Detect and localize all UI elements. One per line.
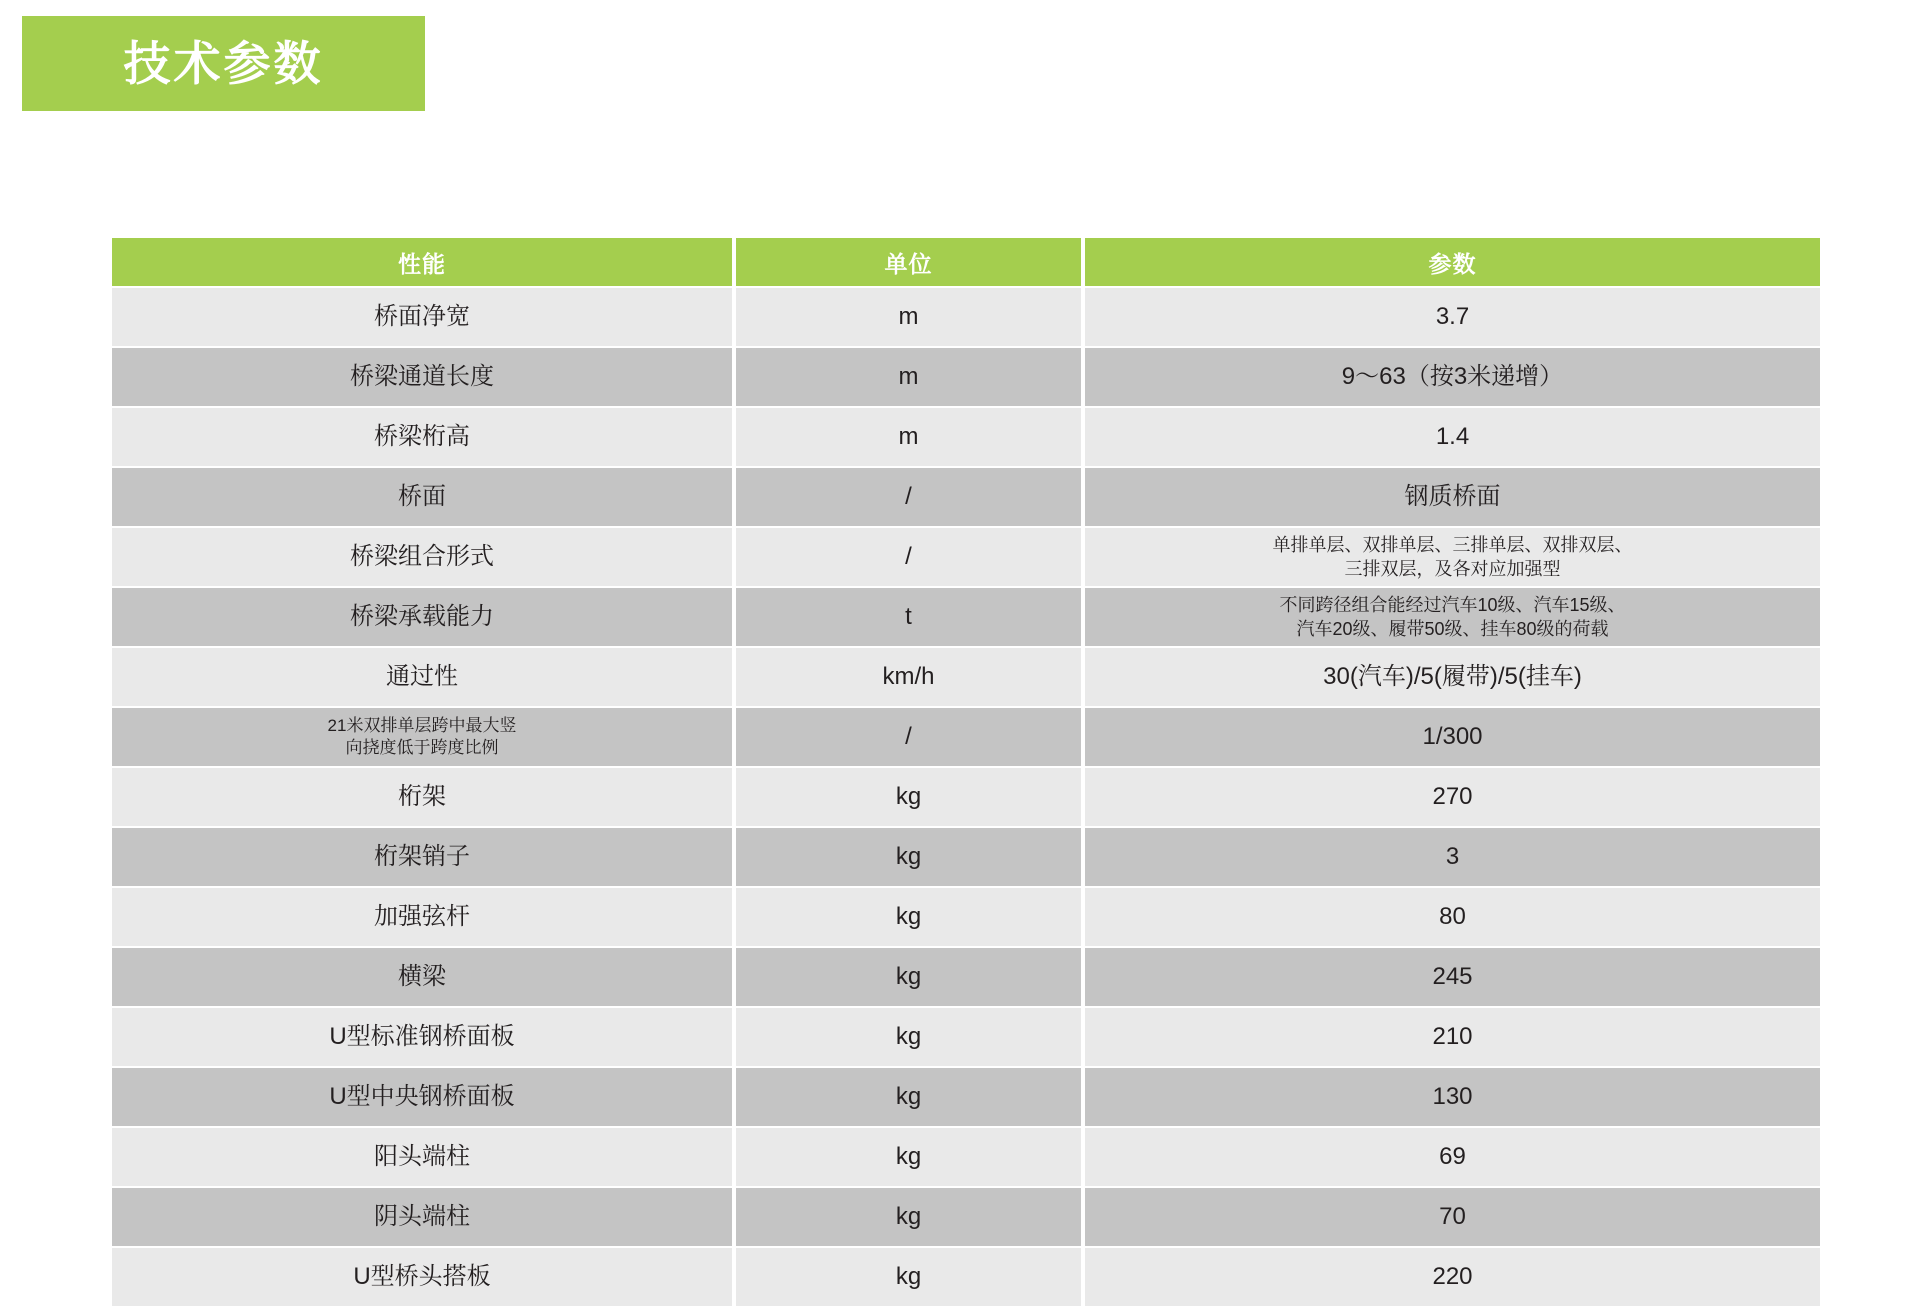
cell-performance: 21米双排单层跨中最大竖 向挠度低于跨度比例 (112, 708, 732, 766)
table-row (112, 528, 1820, 586)
table-row (112, 408, 1820, 466)
cell-unit: kg (736, 1068, 1081, 1126)
cell-unit: kg (736, 828, 1081, 886)
cell-performance: 通过性 (112, 648, 732, 706)
cell-parameter: 270 (1085, 768, 1820, 826)
cell-performance: 桥面净宽 (112, 288, 732, 346)
cell-performance: 桥面 (112, 468, 732, 526)
table-row (112, 1008, 1820, 1066)
cell-performance: 阳头端柱 (112, 1128, 732, 1186)
cell-unit: m (736, 288, 1081, 346)
page-title: 技术参数 (123, 37, 324, 90)
cell-unit: kg (736, 888, 1081, 946)
cell-unit: km/h (736, 648, 1081, 706)
cell-unit: m (736, 348, 1081, 406)
table-row (112, 948, 1820, 1006)
table-row (112, 768, 1820, 826)
table-row (112, 348, 1820, 406)
column-header-parameter: 参数 (1085, 238, 1820, 286)
table-row (112, 1248, 1820, 1306)
cell-unit: t (736, 588, 1081, 646)
cell-performance: 桥梁桁高 (112, 408, 732, 466)
cell-parameter: 1.4 (1085, 408, 1820, 466)
cell-performance: 横梁 (112, 948, 732, 1006)
column-header-performance: 性能 (112, 238, 732, 286)
cell-unit: kg (736, 1128, 1081, 1186)
cell-performance: 桥梁通道长度 (112, 348, 732, 406)
cell-unit: kg (736, 1188, 1081, 1246)
table-row (112, 1068, 1820, 1126)
page-title-banner (22, 16, 425, 111)
table-header (112, 238, 1820, 286)
cell-parameter: 30(汽车)/5(履带)/5(挂车) (1085, 648, 1820, 706)
column-header-unit: 单位 (736, 238, 1081, 286)
cell-unit: kg (736, 948, 1081, 1006)
cell-parameter: 220 (1085, 1248, 1820, 1306)
table-row (112, 708, 1820, 766)
cell-unit: kg (736, 1008, 1081, 1066)
table-row (112, 468, 1820, 526)
cell-parameter: 3 (1085, 828, 1820, 886)
table-row (112, 828, 1820, 886)
cell-performance: 桥梁承载能力 (112, 588, 732, 646)
table-row (112, 648, 1820, 706)
table-row (112, 288, 1820, 346)
cell-unit: / (736, 708, 1081, 766)
cell-performance: U型标准钢桥面板 (112, 1008, 732, 1066)
cell-parameter: 80 (1085, 888, 1820, 946)
cell-parameter: 70 (1085, 1188, 1820, 1246)
table-row (112, 1128, 1820, 1186)
cell-unit: kg (736, 1248, 1081, 1306)
cell-unit: / (736, 468, 1081, 526)
cell-parameter: 69 (1085, 1128, 1820, 1186)
cell-performance: 桁架销子 (112, 828, 732, 886)
cell-parameter: 210 (1085, 1008, 1820, 1066)
cell-performance: U型桥头搭板 (112, 1248, 732, 1306)
cell-parameter: 3.7 (1085, 288, 1820, 346)
table-row (112, 588, 1820, 646)
table-row (112, 1188, 1820, 1246)
cell-unit: kg (736, 768, 1081, 826)
specification-table (112, 236, 1820, 1308)
cell-performance: 加强弦杆 (112, 888, 732, 946)
cell-parameter: 钢质桥面 (1085, 468, 1820, 526)
cell-parameter: 9～63（按3米递增） (1085, 348, 1820, 406)
cell-parameter: 不同跨径组合能经过汽车10级、汽车15级、 汽车20级、履带50级、挂车80级的荷载 (1085, 588, 1820, 646)
cell-parameter: 130 (1085, 1068, 1820, 1126)
cell-performance: 桁架 (112, 768, 732, 826)
cell-performance: 阴头端柱 (112, 1188, 732, 1246)
cell-parameter: 1/300 (1085, 708, 1820, 766)
cell-unit: m (736, 408, 1081, 466)
cell-performance: 桥梁组合形式 (112, 528, 732, 586)
cell-performance: U型中央钢桥面板 (112, 1068, 732, 1126)
cell-unit: / (736, 528, 1081, 586)
cell-parameter: 单排单层、双排单层、三排单层、双排双层、 三排双层，及各对应加强型 (1085, 528, 1820, 586)
table-body (112, 288, 1820, 1306)
table-row (112, 888, 1820, 946)
cell-parameter: 245 (1085, 948, 1820, 1006)
